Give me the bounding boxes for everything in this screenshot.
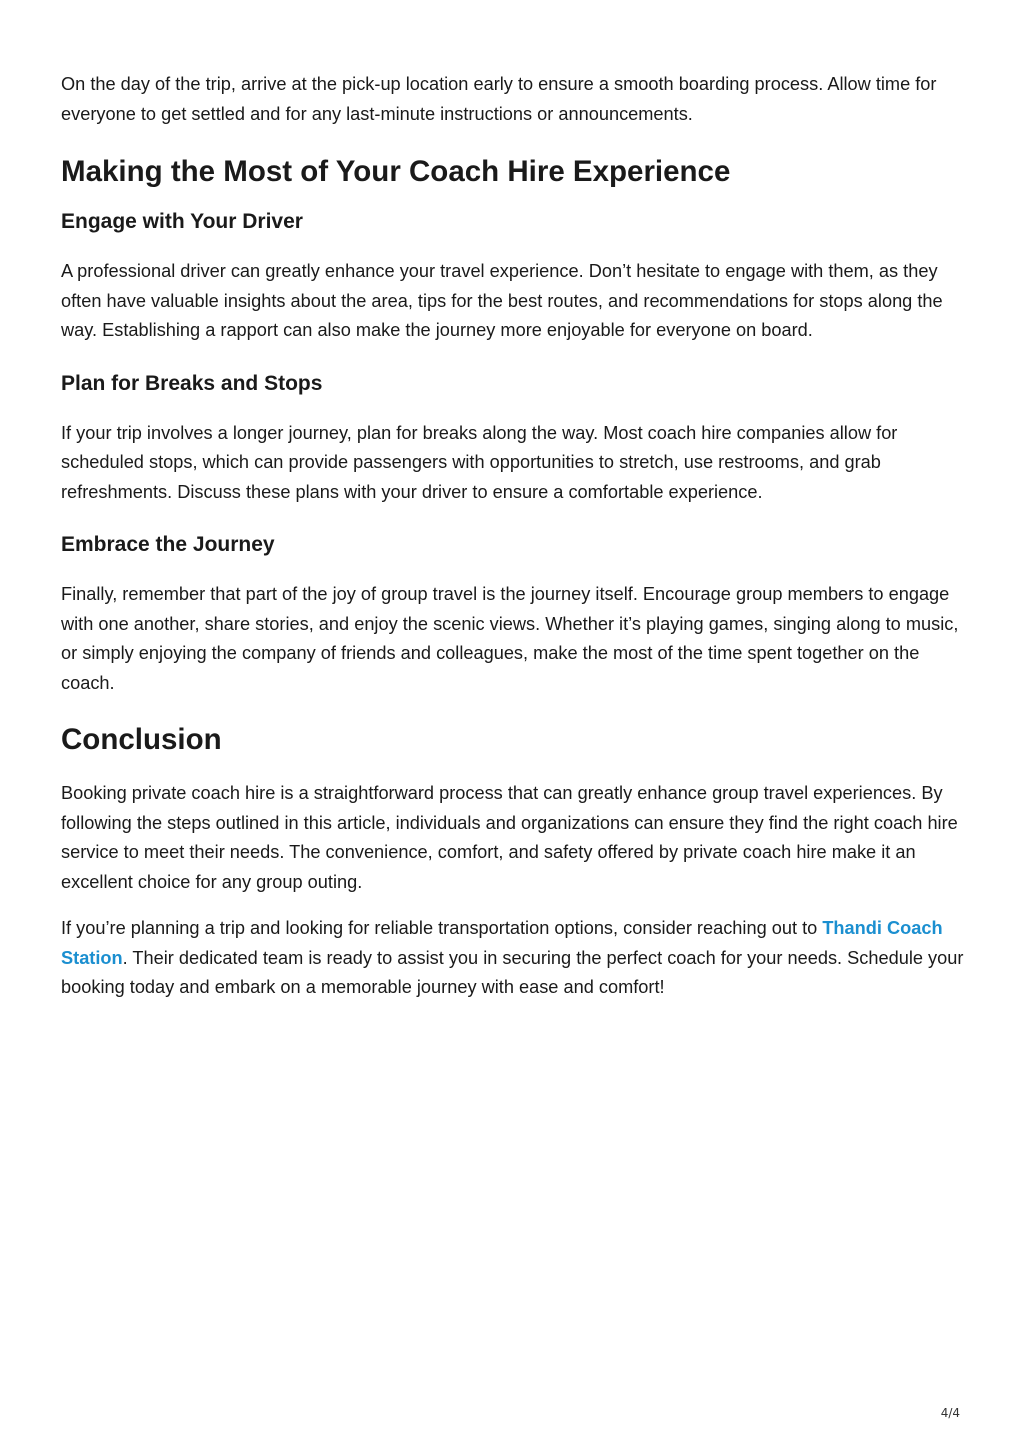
conclusion-paragraph-2-lead: If you’re planning a trip and looking for reliable transportation options, consider reaching out to bbox=[61, 918, 823, 938]
conclusion-paragraph-2 bbox=[61, 914, 966, 1003]
subheading-engage-driver: Engage with Your Driver bbox=[61, 210, 303, 233]
conclusion-paragraph-1: Booking private coach hire is a straightforward process that can greatly enhance group travel experiences. By following the steps outlined in this article, individuals and organizations can ensure they find the right coach hire service to meet their needs. The convenience, comfort, and safety offered by private coach hire make it an excellent choice for any group outing. bbox=[61, 783, 958, 892]
document-page bbox=[61, 70, 966, 1003]
intro-paragraph: On the day of the trip, arrive at the pick-up location early to ensure a smooth boarding process. Allow time for everyone to get settled and for any last-minute instructions or announcements. bbox=[61, 74, 937, 124]
page-number: 4/4 bbox=[940, 1406, 960, 1420]
section-heading-conclusion: Conclusion bbox=[61, 723, 222, 756]
section-heading-making-the-most: Making the Most of Your Coach Hire Experience bbox=[61, 155, 731, 188]
thandi-coach-station-link[interactable]: Thandi Coach Station bbox=[61, 918, 943, 968]
paragraph-embrace-journey: Finally, remember that part of the joy of group travel is the journey itself. Encourage group members to engage with one another, share stories, and enjoy the scenic views. Whether it’s playing games, singing along to music, or simply enjoying the company of friends and colleagues, make the most of the time spent together on the coach. bbox=[61, 584, 959, 693]
paragraph-engage-driver: A professional driver can greatly enhance your travel experience. Don’t hesitate to engage with them, as they often have valuable insights about the area, tips for the best routes, and recommendations for stops along the way. Establishing a rapport can also make the journey more enjoyable for everyone on board. bbox=[61, 261, 943, 340]
paragraph-breaks-stops: If your trip involves a longer journey, plan for breaks along the way. Most coach hire companies allow for scheduled stops, which can provide passengers with opportunities to stretch, use restrooms, and grab refreshments. Discuss these plans with your driver to ensure a comfortable experience. bbox=[61, 422, 898, 502]
subheading-embrace-journey: Embrace the Journey bbox=[61, 533, 275, 556]
subheading-breaks-stops: Plan for Breaks and Stops bbox=[61, 371, 323, 395]
conclusion-paragraph-2-tail: . Their dedicated team is ready to assist you in securing the perfect coach for your needs. Schedule your booking today and embark on a memorable journey with ease and comfort! bbox=[61, 947, 964, 997]
